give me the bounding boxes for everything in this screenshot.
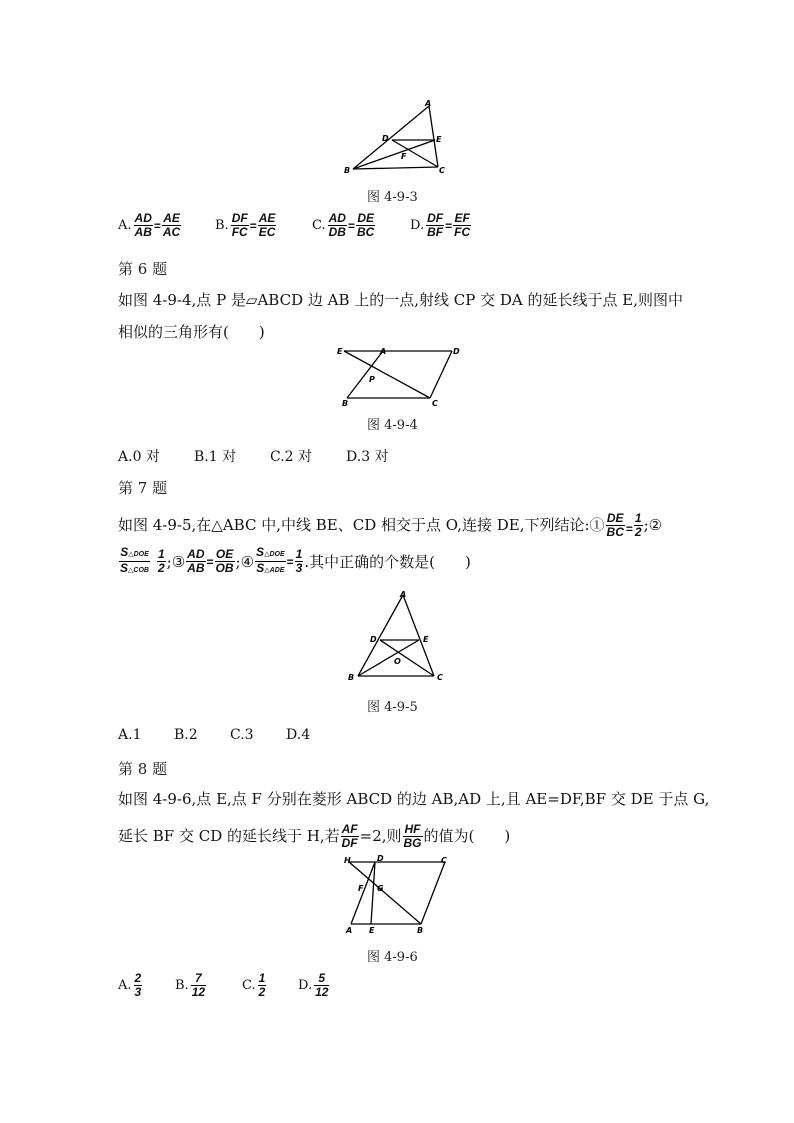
fig5-label-O: O xyxy=(394,657,401,666)
fig5-label-C: C xyxy=(437,673,443,682)
q5-option-label: D. xyxy=(410,218,425,233)
fig6-label-A: A xyxy=(346,926,353,935)
question-7-header: 第 7 题 xyxy=(118,479,168,497)
q6-option-b[interactable]: B.1 对 xyxy=(194,449,237,465)
fig3-label-A: A xyxy=(425,99,432,108)
q8-option-a[interactable]: A. $\frac{2}{3}$ xyxy=(118,971,142,999)
fig6-label-E: E xyxy=(369,926,375,935)
fig6-label-C: C xyxy=(441,856,447,865)
q5-option-label: C. xyxy=(312,218,326,233)
q7-option-a[interactable]: A.1 xyxy=(118,727,142,743)
q5-option-label: B. xyxy=(215,218,229,233)
q6-option-c[interactable]: C.2 对 xyxy=(270,449,313,465)
q8-option-c[interactable]: C. $\frac{1}{2}$ xyxy=(242,971,266,999)
fig6-label-B: B xyxy=(417,926,424,935)
q5-option-a[interactable]: A. $\frac{AD}{AB}$ = $\frac{AE}{AC}$ xyxy=(118,211,181,239)
question-6-text-line2: 相似的三角形有( ) xyxy=(118,323,265,341)
fig3-label-E: E xyxy=(436,135,442,144)
question-8-header: 第 8 题 xyxy=(118,760,168,778)
fig6-label-D: D xyxy=(377,854,384,863)
fig5-label-B: B xyxy=(348,673,355,682)
fig4-label-E: E xyxy=(337,347,343,356)
fig5-label-D: D xyxy=(370,635,377,644)
question-7-text-line1: 如图 4-9-5,在△ABC 中,中线 BE、CD 相交于点 O,连接 DE,下列结论:① $\frac{DE}{BC}$ = $\frac{1}{2}$ ;② xyxy=(118,511,663,539)
q5-option-b[interactable]: B. $\frac{DF}{FC}$ = $\frac{AE}{EC}$ xyxy=(215,211,276,239)
fig5-label-E: E xyxy=(423,635,429,644)
fig6-label-G: G xyxy=(377,884,384,893)
fig5-label-A: A xyxy=(400,590,407,599)
fig4-label-C: C xyxy=(432,399,438,407)
question-6-header: 第 6 题 xyxy=(118,260,168,278)
q6-option-d[interactable]: D.3 对 xyxy=(346,449,389,465)
figure-caption-4-9-6: 图 4-9-6 xyxy=(367,950,418,965)
fig3-label-B: B xyxy=(344,166,351,175)
q8-option-d[interactable]: D. $\frac{5}{12}$ xyxy=(298,971,329,999)
fig3-label-F: F xyxy=(401,152,407,161)
q5-option-label: A. xyxy=(118,218,132,233)
question-6-text-line1: 如图 4-9-4,点 P 是▱ABCD 边 AB 上的一点,射线 CP 交 DA 的延长线于点 E,则图中 xyxy=(118,291,684,309)
q7-option-c[interactable]: C.3 xyxy=(230,727,254,743)
fig4-label-B: B xyxy=(342,399,349,407)
fig4-label-A: A xyxy=(380,347,387,356)
fig3-label-C: C xyxy=(439,166,445,175)
question-8-text-line2: 延长 BF 交 CD 的延长线于 H,若 $\frac{AF}{DF}$ =2,则 $\frac{HF}{BG}$ 的值为( ) xyxy=(118,822,511,850)
question-7-text-line2: $\frac{\text{S△DOE}}{\text{S△COB}}$ $\frac{1}{2}$ ;③ $\frac{AD}{AB}$ = $\frac{OE}{OB}$ ;④ $\frac{\text{S△DOE}}{\text{S△ADE}}$ = $\frac{1}{3}$ .其中正确的个数是( ) xyxy=(120,545,471,575)
figure-caption-4-9-5: 图 4-9-5 xyxy=(367,700,418,715)
q8-option-b[interactable]: B. $\frac{7}{12}$ xyxy=(175,971,206,999)
fig6-label-H: H xyxy=(344,856,351,865)
fig6-label-F: F xyxy=(358,884,364,893)
fig4-label-P: P xyxy=(369,375,375,384)
q5-option-c[interactable]: C. $\frac{AD}{DB}$ = $\frac{DE}{BC}$ xyxy=(312,211,375,239)
figure-4-9-3 xyxy=(340,98,460,180)
figure-4-9-4 xyxy=(333,343,465,407)
figure-caption-4-9-4: 图 4-9-4 xyxy=(367,418,418,433)
q7-option-b[interactable]: B.2 xyxy=(174,727,198,743)
figure-4-9-6 xyxy=(337,853,461,939)
q6-option-a[interactable]: A.0 对 xyxy=(118,449,160,465)
q5-option-d[interactable]: D. $\frac{DF}{BF}$ = $\frac{EF}{FC}$ xyxy=(410,211,471,239)
q7-option-d[interactable]: D.4 xyxy=(286,727,311,743)
question-8-text-line1: 如图 4-9-6,点 E,点 F 分别在菱形 ABCD 的边 AB,AD 上,且 AE=DF,BF 交 DE 于点 G, xyxy=(118,790,710,808)
fig3-label-D: D xyxy=(382,134,389,143)
fig4-label-D: D xyxy=(453,347,460,356)
figure-caption-4-9-3: 图 4-9-3 xyxy=(367,190,418,205)
figure-4-9-5 xyxy=(343,589,453,685)
